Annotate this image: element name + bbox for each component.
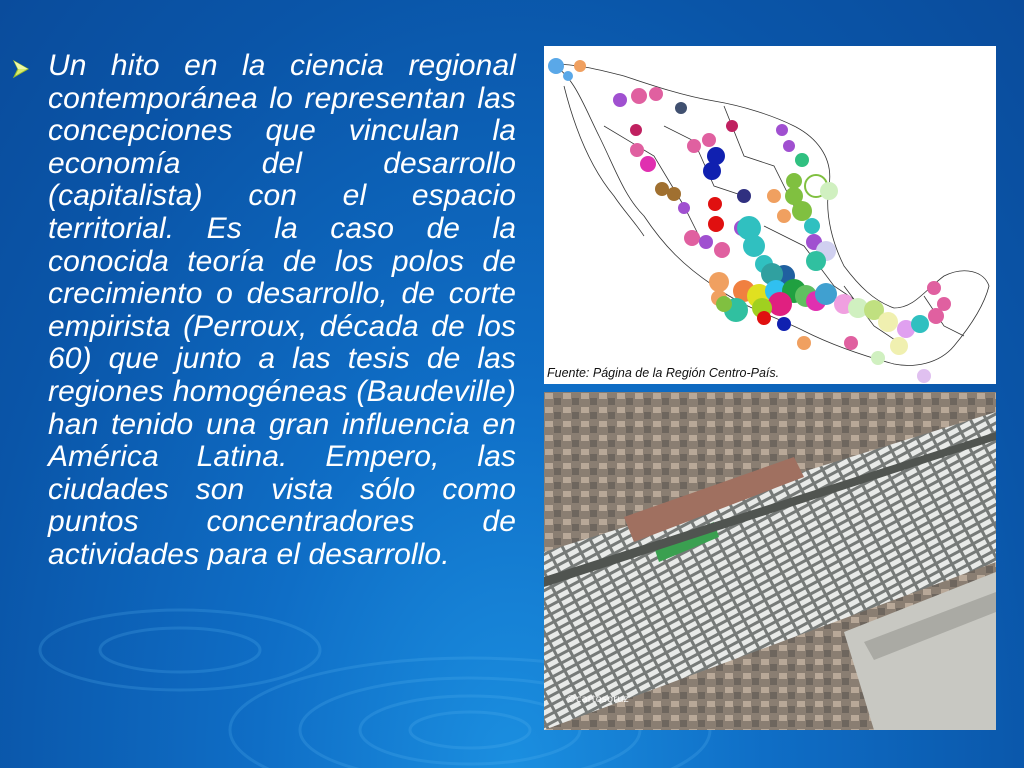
- mexico-regions-map: [544, 46, 996, 384]
- arrow-bullet-icon: [10, 58, 32, 80]
- map-illustration: [544, 46, 996, 384]
- body-paragraph: Un hito en la ciencia regional contemporánea lo representan las concepciones que vinculan la economía del desarrollo (capitalista) con el espacio territorial. Es la caso de la conocida teoría de los polos de crecimiento o desarrollo, de corte empirista (Perroux, década de los 60) que junto a las tesis de las regiones homogéneas (Baudeville) han tenido una gran influencia en América Latina. Empero, las ciudades son vista sólo como puntos concentradores de actividades para el desarrollo.: [48, 49, 516, 571]
- aerial-photo-illustration: [544, 392, 996, 730]
- photo-watermark: ©cartosoruz: [566, 694, 629, 705]
- map-caption: Fuente: Página de la Región Centro-País.: [547, 366, 780, 380]
- traffic-aerial-photo: [544, 392, 996, 730]
